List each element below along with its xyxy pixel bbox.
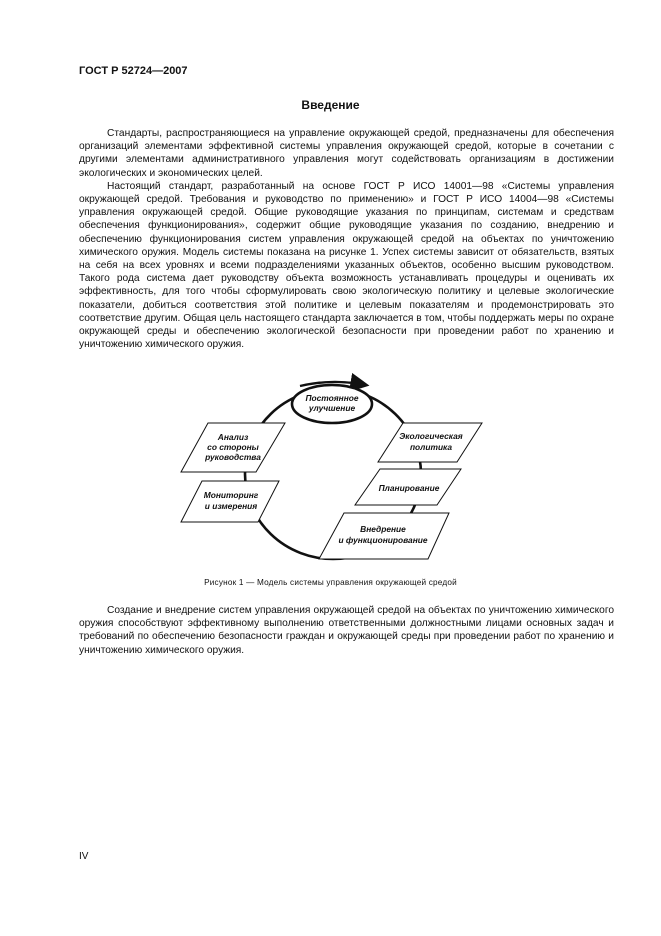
node-label: Внедрение [360, 524, 406, 534]
node-continuous-improvement [292, 385, 372, 423]
paragraph-3: Создание и внедрение систем управления окружающей средой на объектах по уничтожению химического оружия способствуют эффективному выполнению ответственными должностными лицами основных задач и требований по обеспечению безопасности граждан и окружающей среды при проведении работ по хранению и уничтожению химического оружия. [79, 605, 614, 656]
node-environmental-policy [378, 423, 482, 462]
node-label: Планирование [378, 483, 440, 493]
node-label: и функционирование [338, 535, 428, 545]
closing-text-block [79, 604, 614, 657]
paragraph-1: Стандарты, распространяющиеся на управление окружающей средой, предназначены для обеспечения организаций элементами эффективной системы управления окружающей средой, которые в сочетании с другими элементами административного управления могут содействовать организациям в достижении экологических и экономических целей. [79, 128, 614, 179]
node-label: Постоянное [305, 393, 359, 403]
node-label: политика [409, 442, 453, 452]
node-label: со стороны [207, 442, 259, 452]
page-number: IV [79, 851, 89, 862]
node-label: руководства [205, 452, 261, 462]
figure-caption: Рисунок 1 — Модель системы управления окружающей средой [204, 578, 457, 587]
node-label: улучшение [308, 403, 356, 413]
section-title: Введение [301, 98, 360, 112]
paragraph-2: Настоящий стандарт, разработанный на основе ГОСТ Р ИСО 14001—98 «Системы управления окружающей средой. Требования и руководство по применению» и ГОСТ Р ИСО 14004—98 «Системы управления окружающей средой. Общие руководящие указания по принципам, системам и средствам обеспечения функционирования», содержит общие руководящие указания по созданию, внедрению и обеспечению функционирования систем управления окружающей средой на объектах по уничтожению химического оружия. Модель системы показана на рисунке 1. Успех системы зависит от обязательств, взятых на себя на всех уровнях и всеми подразделениями указанных объектов, особенно высшим руководством. Такого рода система дает руководству объекта возможность устанавливать процедуры и оценивать их эффективность, для того чтобы сформулировать свою экологическую политику и целевые экологические показатели, добиться соответствия этой политике и целевым показателям и продемонстрировать это соответствие другим. Общая цель настоящего стандарта заключается в том, чтобы поддержать меры по охране окружающей среды и обеспечению экологической безопасности при проведении работ по хранению и уничтожению химического оружия. [79, 180, 614, 351]
node-monitoring [181, 481, 279, 522]
node-management-review [181, 423, 285, 472]
node-label: Мониторинг [203, 490, 259, 500]
document-code: ГОСТ Р 52724—2007 [79, 65, 188, 77]
node-implementation [319, 513, 449, 559]
node-planning [355, 469, 461, 505]
node-label: Анализ [217, 432, 249, 442]
node-label: Экологическая [399, 431, 463, 441]
node-label: и измерения [204, 501, 258, 511]
